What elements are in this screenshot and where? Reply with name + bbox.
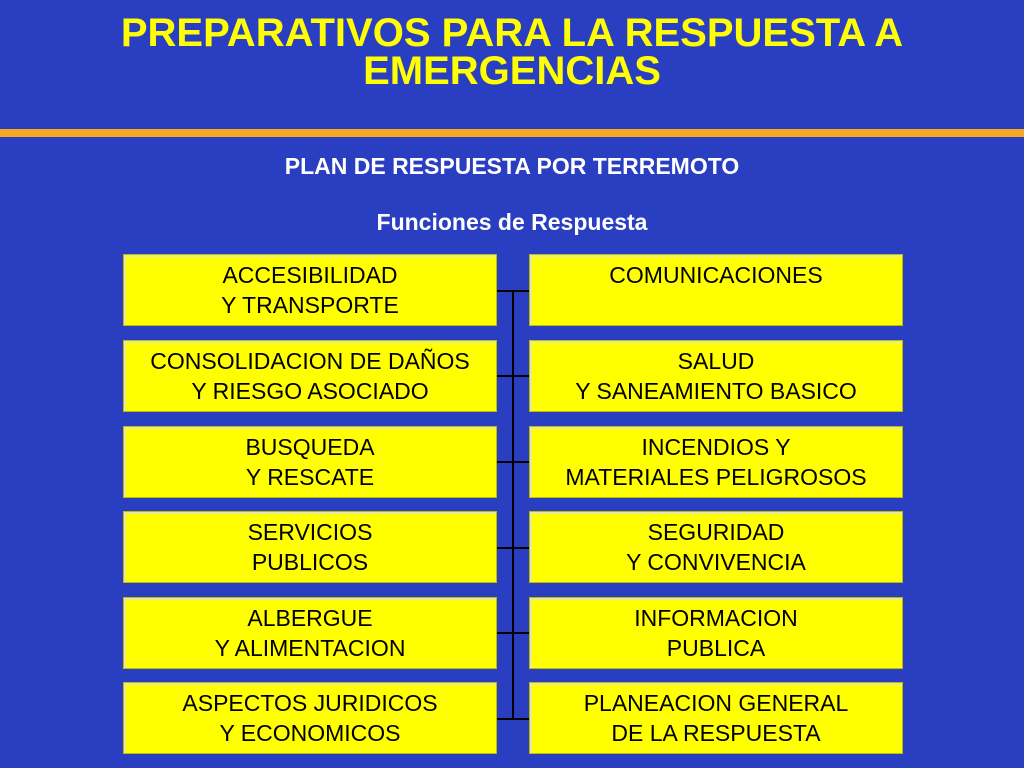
function-box-line-1: COMUNICACIONES <box>609 262 823 288</box>
function-box-line-1: ASPECTOS JURIDICOS <box>182 690 438 716</box>
function-box-line-1: INFORMACION <box>634 605 798 631</box>
function-box-line-2: MATERIALES PELIGROSOS <box>565 464 867 490</box>
function-box-line-1: INCENDIOS Y <box>641 434 791 460</box>
function-box-line-1: BUSQUEDA <box>245 434 375 460</box>
function-box-line-2: Y ECONOMICOS <box>219 720 401 746</box>
connector-branch-line <box>497 290 529 292</box>
function-box-line-1: SEGURIDAD <box>647 519 785 545</box>
function-box-line-2: Y RIESGO ASOCIADO <box>191 378 429 404</box>
function-box-line-2: PUBLICA <box>666 635 766 661</box>
slide-title-line-2: EMERGENCIAS <box>363 49 661 93</box>
function-box-line-2: Y RESCATE <box>245 464 375 490</box>
function-box-line-1: SERVICIOS <box>247 519 373 545</box>
function-box-informacion-publica <box>529 597 903 669</box>
connector-branch-line <box>497 461 529 463</box>
slide-title <box>0 11 1024 93</box>
plan-subtitle: PLAN DE RESPUESTA POR TERREMOTO <box>284 153 740 179</box>
function-box-aspectos-juridicos <box>123 682 497 754</box>
connector-branch-line <box>497 632 529 634</box>
function-box-busqueda-rescate <box>123 426 497 498</box>
function-box-albergue <box>123 597 497 669</box>
function-box-line-1: ACCESIBILIDAD <box>222 262 398 288</box>
function-box-line-1: ALBERGUE <box>247 605 373 631</box>
connector-branch-line <box>497 547 529 549</box>
connector-branch-line <box>497 375 529 377</box>
function-box-accesibilidad <box>123 254 497 326</box>
function-box-line-1: CONSOLIDACION DE DAÑOS <box>150 348 470 374</box>
slide-title-line-1: PREPARATIVOS PARA LA RESPUESTA A <box>120 11 904 55</box>
function-box-salud <box>529 340 903 412</box>
function-box-line-1: SALUD <box>677 348 755 374</box>
function-box-consolidacion-danos <box>123 340 497 412</box>
function-box-line-2: Y CONVIVENCIA <box>626 549 806 575</box>
function-box-servicios-publicos <box>123 511 497 583</box>
function-box-line-2: Y TRANSPORTE <box>221 292 399 318</box>
function-box-line-2: DE LA RESPUESTA <box>611 720 821 746</box>
function-box-incendios <box>529 426 903 498</box>
connector-vertical-line <box>512 291 514 720</box>
function-box-line-2: PUBLICOS <box>251 549 369 575</box>
function-box-line-1: PLANEACION GENERAL <box>583 690 849 716</box>
function-box-comunicaciones <box>529 254 903 326</box>
connector-branch-line <box>497 718 529 720</box>
accent-divider-bar <box>0 129 1024 137</box>
function-box-line-2: Y SANEAMIENTO BASICO <box>575 378 857 404</box>
section-label: Funciones de Respuesta <box>376 209 648 235</box>
function-box-line-2: Y ALIMENTACION <box>214 635 406 661</box>
function-box-seguridad <box>529 511 903 583</box>
function-box-planeacion-general <box>529 682 903 754</box>
